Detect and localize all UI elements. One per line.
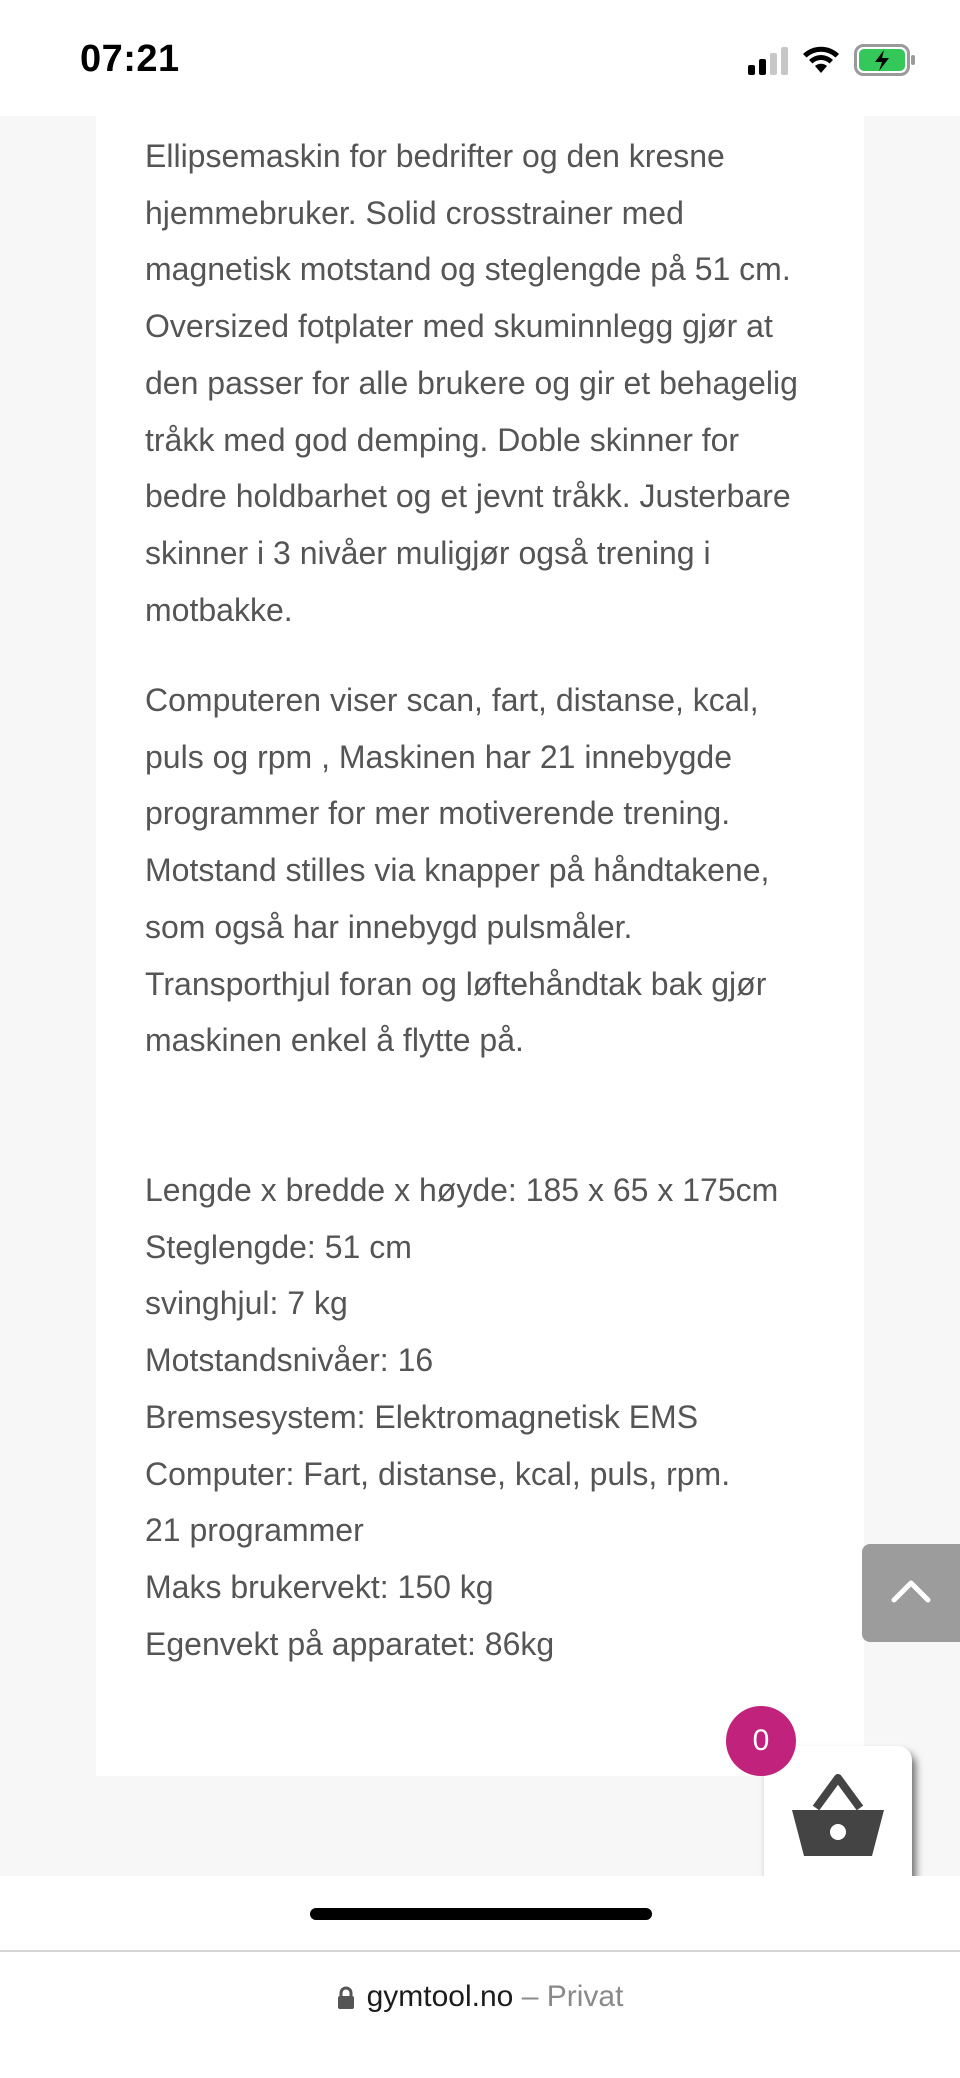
battery-charging-icon bbox=[854, 44, 916, 76]
chevron-up-icon bbox=[862, 1544, 960, 1642]
spec-line: svinghjul: 7 kg bbox=[145, 1285, 348, 1322]
cart-count-badge: 0 bbox=[726, 1706, 796, 1776]
status-icons bbox=[748, 42, 916, 78]
spec-line: Computer: Fart, distanse, kcal, puls, rpm. bbox=[145, 1455, 731, 1492]
url-domain: gymtool.no bbox=[366, 1980, 514, 2013]
spec-line: Egenvekt på apparatet: 86kg bbox=[145, 1625, 555, 1662]
spec-line: Bremsesystem: Elektromagnetisk EMS bbox=[145, 1398, 699, 1435]
home-indicator[interactable] bbox=[310, 1908, 652, 1920]
signal-icon bbox=[748, 45, 788, 75]
wifi-icon bbox=[802, 46, 840, 74]
url-display[interactable] bbox=[0, 1980, 960, 2014]
product-specs bbox=[145, 1162, 825, 1672]
spec-line: Lengde x bredde x høyde: 185 x 65 x 175cm bbox=[145, 1172, 779, 1208]
product-description-paragraph-1: Ellipsemaskin for bedrifter og den kresne hjemmebruker. Solid crosstrainer med magnetisk motstand og steglengde på 51 cm. Oversized fotplater med skuminnlegg gjør at den passer for alle brukere og gir et behagelig tråkk med god demping. Doble skinner for bedre holdbarhet og et jevnt tråkk. Justerbare skinner i 3 nivåer muligjør også trening i motbakke. bbox=[145, 138, 798, 628]
spec-line: Steglengde: 51 cm bbox=[145, 1228, 412, 1265]
status-bar bbox=[0, 0, 960, 116]
spec-line: Maks brukervekt: 150 kg bbox=[145, 1568, 494, 1605]
status-time: 07:21 bbox=[80, 38, 180, 80]
private-mode-label: Privat bbox=[546, 1980, 624, 2013]
divider bbox=[0, 1950, 960, 1952]
spec-line: Motstandsnivåer: 16 bbox=[145, 1342, 434, 1379]
browser-address-bar[interactable] bbox=[0, 1876, 960, 2078]
product-description-paragraph-2: Computeren viser scan, fart, distanse, kcal, puls og rpm , Maskinen har 21 innebygde programmer for mer motiverende trening. Motstand stilles via knapper på håndtakene, som også har innebygd pulsmåler. Transporthjul foran og løftehåndtak bak gjør maskinen enkel å flytte på. bbox=[145, 682, 770, 1059]
scroll-to-top-button[interactable] bbox=[862, 1544, 960, 1642]
lock-icon bbox=[337, 1986, 355, 2010]
spec-line: 21 programmer bbox=[145, 1512, 364, 1549]
url-separator: – bbox=[521, 1980, 539, 2013]
